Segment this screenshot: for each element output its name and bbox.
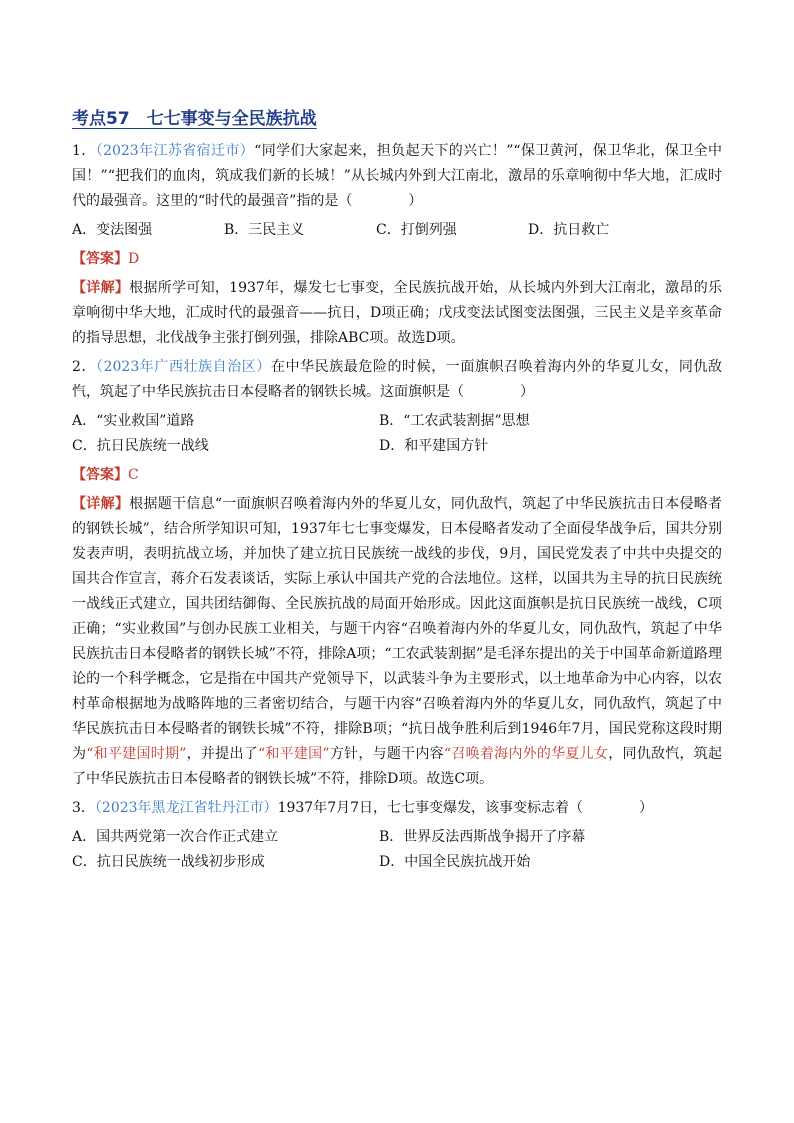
question-stem — [72, 796, 722, 821]
detail-body-part-3: 方针，与题干内容 — [329, 746, 444, 762]
document-page — [72, 96, 722, 875]
section-title: 考点57 七七事变与全民族抗战 — [72, 109, 317, 129]
option-d: D．和平建国方针 — [379, 438, 489, 454]
option-b: B．世界反法西斯战争揭开了序幕 — [379, 829, 586, 845]
question-stem — [72, 355, 722, 405]
question-source: （2023年江苏省宿迁市） — [95, 143, 255, 159]
question-2 — [72, 355, 722, 792]
question-number: 1． — [72, 143, 96, 159]
detail-highlight-2: “和平建国” — [257, 746, 330, 762]
detail-body-part-2: ，并提出了 — [186, 746, 258, 762]
option-b: B．三民主义 — [224, 222, 305, 238]
answer-value: D — [128, 251, 140, 267]
options — [72, 825, 722, 875]
question-source: （2023年广西壮族自治区） — [96, 359, 271, 375]
question-source: （2023年黑龙江省牡丹江市） — [94, 800, 278, 816]
question-text: “同学们大家起来，担负起天下的兴亡！”“保卫黄河，保卫华北，保卫全中国！”“把我们的血肉，筑成我们新的长城！”从长城内外到大江南北，激昂的乐章响彻中华大地，汇成时代的最强音。这里的“时代的最强音”指的是（ ） — [72, 143, 722, 209]
option-d: D．中国全民族抗战开始 — [379, 854, 531, 870]
detail-body-part-4: ，同仇敌忾，筑起了中华民族抗击日本侵略者的钢铁长城”不符，排除D项。故选C项。 — [72, 746, 722, 787]
detail-label: 【详解】 — [72, 496, 130, 512]
option-c: C．打倒列强 — [376, 222, 457, 238]
option-d: D．抗日救亡 — [528, 222, 610, 238]
question-number: 3． — [72, 800, 95, 816]
options — [72, 409, 722, 459]
option-b: B．“工农武装割据”思想 — [379, 413, 530, 429]
option-a: A．“实业救国”道路 — [72, 413, 195, 429]
detail-highlight-1: “和平建国时期” — [86, 746, 187, 762]
answer-row — [72, 247, 722, 272]
detail-body: 根据所学可知，1937年，爆发七七事变，全民族抗战开始，从长城内外到大江南北，激昂的乐章响彻中华大地，汇成时代的最强音——抗日，D项正确；戊戌变法试图变法图强，三民主义是辛亥革命的指导思想，北伐战争主张打倒列强，排除ABC项。故选D项。 — [72, 280, 722, 346]
question-3 — [72, 796, 722, 875]
question-stem — [72, 139, 722, 214]
question-number: 2． — [72, 359, 97, 375]
options — [72, 218, 722, 243]
answer-row — [72, 463, 722, 488]
option-c: C．抗日民族统一战线 — [72, 438, 209, 454]
detail-label: 【详解】 — [72, 280, 130, 296]
detail-text — [72, 276, 722, 351]
detail-highlight-3: “召唤着海内外的华夏儿女 — [443, 746, 609, 762]
answer-label: 【答案】 — [72, 467, 128, 483]
option-a: A．变法图强 — [72, 222, 153, 238]
option-c: C．抗日民族统一战线初步形成 — [72, 854, 265, 870]
answer-value: C — [128, 467, 139, 483]
question-1 — [72, 139, 722, 351]
detail-body-part-1: 根据题干信息“一面旗帜召唤着海内外的华夏儿女，同仇敌忾，筑起了中华民族抗击日本侵略者的钢铁长城”，结合所学知识可知，1937年七七事变爆发，日本侵略者发动了全面侵华战争后，国共分别发表声明，表明抗战立场，并加快了建立抗日民族统一战线的步伐，9月，国民党发表了中共中央提交的国共合作宣言，蒋介石发表谈话，实际上承认中国共产党的合法地位。这样，以国共为主导的抗日民族统一战线正式建立，国共团结御侮、全民族抗战的局面开始形成。因此这面旗帜是抗日民族统一战线，C项正确；“实业救国”与创办民族工业相关，与题干内容“召唤着海内外的华夏儿女，同仇敌忾，筑起了中华民族抗击日本侵略者的钢铁长城”不符，排除A项；“工农武装割据”是毛泽东提出的关于中国革命新道路理论的一个科学概念，它是指在中国共产党领导下，以武装斗争为主要形式，以土地革命为中心内容，以农村革命根据地为战略阵地的三者密切结合，与题干内容“召唤着海内外的华夏儿女，同仇敌忾，筑起了中华民族抗击日本侵略者的钢铁长城”不符，排除B项；“抗日战争胜利后到1946年7月，国民党称这段时期为 — [72, 496, 723, 762]
question-text: 1937年7月7日，七七事变爆发，该事变标志着（ ） — [277, 800, 654, 816]
option-a: A．国共两党第一次合作正式建立 — [72, 829, 279, 845]
answer-label: 【答案】 — [72, 251, 128, 267]
question-text: 在中华民族最危险的时候，一面旗帜召唤着海内外的华夏儿女，同仇敌忾，筑起了中华民族抗击日本侵略者的钢铁长城。这面旗帜是（ ） — [72, 359, 722, 400]
detail-text — [72, 492, 722, 792]
